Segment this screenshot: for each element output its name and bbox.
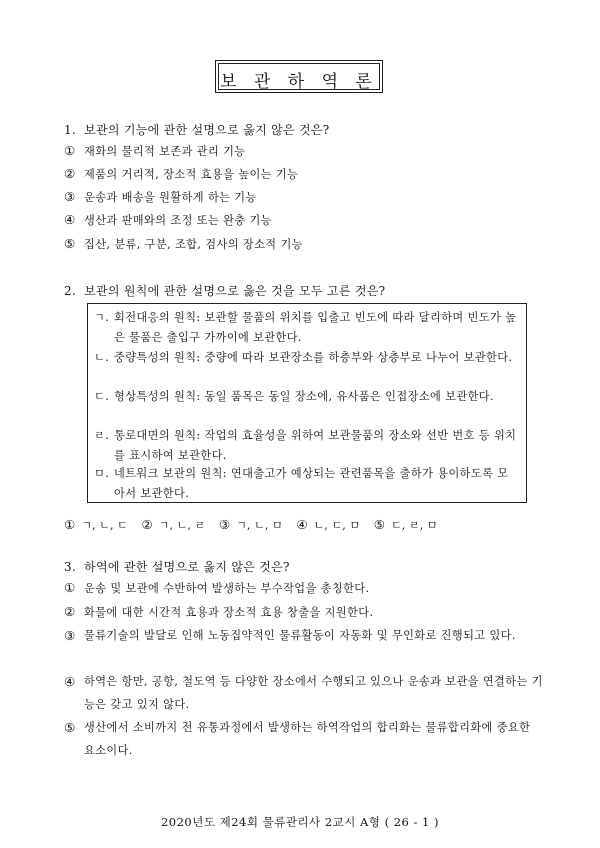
question-2 xyxy=(64,282,385,299)
question-1 xyxy=(64,121,330,138)
subject-title-box xyxy=(215,60,383,93)
principle-item: ㅁ. 네트워크 보관의 원칙: 연대출고가 예상되는 관련품목을 출하가 용이하도록 모아서 보관한다. xyxy=(94,467,509,500)
q3-option-2: ② 화물에 대한 시간적 효용과 장소적 효용 창출을 지원한다. xyxy=(64,604,374,619)
q2-answer-choices xyxy=(64,517,448,533)
principle-item: ㄱ. 회전대응의 원칙: 보관할 물품의 위치를 입출고 빈도에 따라 달리하며 빈도가 높은 물품은 출입구 가까이에 보관한다. xyxy=(94,311,517,344)
q3-option-4: ④ 하역은 항만, 공항, 철도역 등 다양한 장소에서 수행되고 있으나 운송과 보관을 연결하는 기능은 갖고 있지 않다. xyxy=(64,674,543,711)
q1-option-2: ② 제품의 거리적, 장소적 효용을 높이는 기능 xyxy=(64,166,299,181)
question-3 xyxy=(64,558,290,575)
q3-option-1: ① 운송 및 보관에 수반하여 발생하는 부수작업을 총칭한다. xyxy=(64,580,370,595)
page-footer: 2020년도 제24회 물류관리사 2교시 A형 ( 26 - 1 ) xyxy=(160,815,440,829)
answer-choice-1: ① ㄱ, ㄴ, ㄷ xyxy=(64,517,128,532)
question-number: 2. xyxy=(64,284,77,298)
answer-choice-5: ⑤ ㄷ, ㄹ, ㅁ xyxy=(373,517,438,532)
question-number: 3. xyxy=(64,560,77,574)
question-number: 1. xyxy=(64,123,77,137)
principles-box xyxy=(87,303,527,503)
principle-item: ㄷ. 형상특성의 원칙: 동일 품목은 동일 장소에, 유사품은 인접장소에 보관한다. xyxy=(94,390,494,403)
question-text: 하역에 관한 설명으로 옳지 않은 것은? xyxy=(84,560,290,574)
q1-option-3: ③ 운송과 배송을 원활하게 하는 기능 xyxy=(64,189,257,204)
answer-choice-2: ② ㄱ, ㄴ, ㄹ xyxy=(141,517,206,532)
answer-choice-3: ③ ㄱ, ㄴ, ㅁ xyxy=(218,517,283,532)
q3-option-5: ⑤ 생산에서 소비까지 전 유통과정에서 발생하는 하역작업의 합리화는 물류합리화에 중요한 요소이다. xyxy=(64,720,531,757)
question-text: 보관의 기능에 관한 설명으로 옳지 않은 것은? xyxy=(84,123,330,137)
q1-option-5: ⑤ 집산, 분류, 구분, 조합, 검사의 장소적 기능 xyxy=(64,236,303,251)
q1-option-1: ① 재화의 물리적 보존과 관리 기능 xyxy=(64,143,246,158)
principle-item: ㄴ. 중량특성의 원칙: 중량에 따라 보관장소를 하층부와 상층부로 나누어 보관한다. xyxy=(94,351,513,364)
q1-option-4: ④ 생산과 판매와의 조정 또는 완충 기능 xyxy=(64,212,272,227)
principle-item: ㄹ. 통로대면의 원칙: 작업의 효율성을 위하여 보관물품의 장소와 선반 번호 등 위치를 표시하여 보관한다. xyxy=(94,429,517,462)
answer-choice-4: ④ ㄴ, ㄷ, ㅁ xyxy=(296,517,361,532)
question-text: 보관의 원칙에 관한 설명으로 옳은 것을 모두 고른 것은? xyxy=(84,284,386,298)
q3-option-3: ③ 물류기술의 발달로 인해 노동집약적인 물류활동이 자동화 및 무인화로 진행되고 있다. xyxy=(64,628,516,643)
subject-title: 보 관 하 역 론 xyxy=(220,72,378,92)
